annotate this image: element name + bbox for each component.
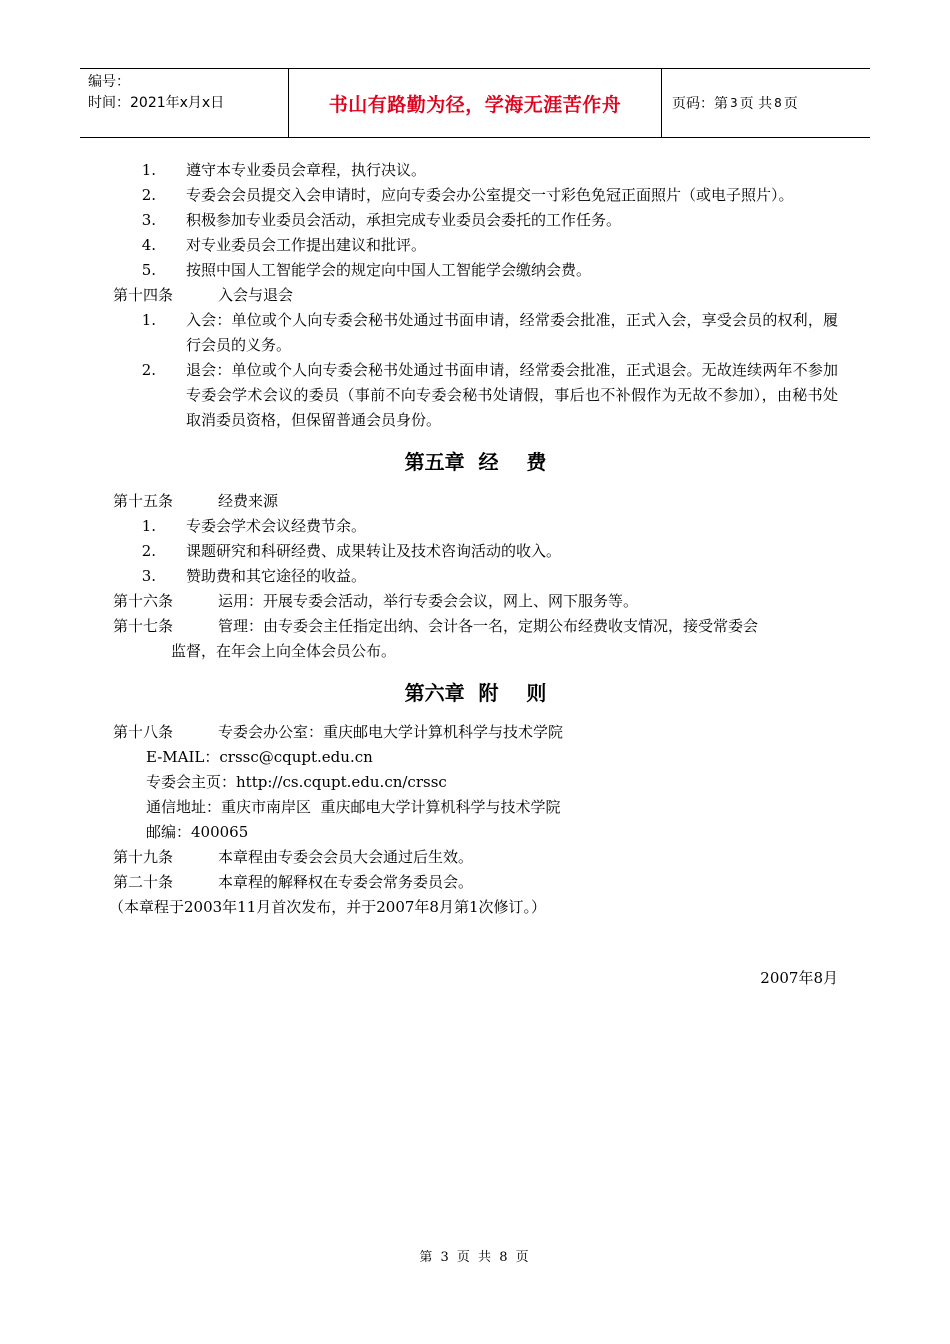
article-text: 运用：开展专委会活动，举行专委会会议，网上、网下服务等。 xyxy=(218,592,639,610)
list-number: 3. xyxy=(141,567,156,585)
article-title: 入会与退会 xyxy=(218,286,294,304)
article-title: 经费来源 xyxy=(218,492,279,510)
homepage-line: 专委会主页：http://cs.cqupt.edu.cn/crssc xyxy=(146,773,447,791)
page-current: 3 xyxy=(730,96,738,110)
article-text: 本章程由专委会会员大会通过后生效。 xyxy=(218,848,474,866)
article-label: 第十七条 xyxy=(113,617,174,635)
list-number: 4. xyxy=(141,236,156,254)
list-item xyxy=(113,514,838,539)
page-mid: 页 共 xyxy=(739,96,773,112)
article-18 xyxy=(113,720,838,745)
list-item xyxy=(113,564,838,589)
membership-list xyxy=(113,308,838,433)
list-text: 积极参加专业委员会活动，承担完成专业委员会委托的工作任务。 xyxy=(186,211,622,229)
article-17 xyxy=(113,614,838,639)
list-item xyxy=(113,539,838,564)
chapter-5-heading: 第五章 经 费 xyxy=(404,450,547,474)
list-text: 赞助费和其它途径的收益。 xyxy=(186,567,367,585)
list-item xyxy=(113,208,838,233)
page-total: 8 xyxy=(774,96,782,110)
list-text: 对专业委员会工作提出建议和批评。 xyxy=(186,236,427,254)
article-19 xyxy=(113,845,838,870)
number-label: 编号： xyxy=(88,74,130,90)
page-suffix: 页 xyxy=(783,96,798,112)
article-20 xyxy=(113,870,838,895)
article-text: 本章程的解释权在专委会常务委员会。 xyxy=(218,873,474,891)
article-label: 第十八条 xyxy=(113,723,174,741)
list-item xyxy=(113,358,838,433)
article-label: 第十六条 xyxy=(113,592,174,610)
list-number: 2. xyxy=(141,361,156,379)
list-item xyxy=(113,308,838,358)
funding-list xyxy=(113,514,838,589)
article-17-continued: 监督，在年会上向全体会员公布。 xyxy=(171,642,397,660)
list-number: 2. xyxy=(141,542,156,560)
list-number: 2. xyxy=(141,186,156,204)
list-text: 按照中国人工智能学会的规定向中国人工智能学会缴纳会费。 xyxy=(186,261,592,279)
revision-note: （本章程于2003年11月首次发布，并于2007年8月第1次修订。） xyxy=(109,898,547,916)
article-label: 第十四条 xyxy=(113,286,174,304)
page-footer: 第 3 页 共 8 页 xyxy=(419,1250,531,1265)
article-label: 第十五条 xyxy=(113,492,174,510)
list-number: 1. xyxy=(141,517,156,535)
list-text: 专委会学术会议经费节余。 xyxy=(186,517,367,535)
list-item xyxy=(113,183,838,208)
list-number: 5. xyxy=(141,261,156,279)
header-motto: 书山有路勤为径，学海无涯苦作舟 xyxy=(288,69,662,137)
article-15 xyxy=(113,489,838,514)
list-text: 退会：单位或个人向专委会秘书处通过书面申请，经常委会批准，正式退会。无故连续两年不参加专委会学术会议的委员（事前不向专委会秘书处请假，事后也不补假作为无故不参加），由秘书处取消委员资格，但保留普通会员身份。 xyxy=(186,361,838,429)
article-16 xyxy=(113,589,838,614)
header-page-info xyxy=(662,69,870,137)
page-prefix: 页码：第 xyxy=(672,96,728,112)
article-text: 管理：由专委会主任指定出纳、会计各一名，定期公布经费收支情况，接受常委会 xyxy=(218,617,759,635)
postcode-line: 邮编：400065 xyxy=(146,823,249,841)
list-item xyxy=(113,158,838,183)
article-label: 第二十条 xyxy=(113,873,174,891)
address-line: 通信地址：重庆市南岸区 重庆邮电大学计算机科学与技术学院 xyxy=(146,798,561,816)
list-number: 1. xyxy=(141,311,156,329)
chapter-6-heading: 第六章 附 则 xyxy=(404,681,547,705)
article-14 xyxy=(113,283,838,308)
article-text: 专委会办公室：重庆邮电大学计算机科学与技术学院 xyxy=(218,723,564,741)
time-label: 时间：2021年x月x日 xyxy=(88,95,225,111)
list-text: 入会：单位或个人向专委会秘书处通过书面申请，经常委会批准，正式入会，享受会员的权利，履行会员的义务。 xyxy=(186,311,838,354)
list-item xyxy=(113,258,838,283)
page-header xyxy=(80,68,870,138)
article-label: 第十九条 xyxy=(113,848,174,866)
member-duties-list xyxy=(113,158,838,283)
list-text: 遵守本专业委员会章程，执行决议。 xyxy=(186,161,427,179)
document-date: 2007年8月 xyxy=(760,969,838,987)
list-number: 3. xyxy=(141,211,156,229)
document-body xyxy=(109,158,838,991)
list-text: 课题研究和科研经费、成果转让及技术咨询活动的收入。 xyxy=(186,542,562,560)
list-number: 1. xyxy=(141,161,156,179)
list-item xyxy=(113,233,838,258)
list-text: 专委会会员提交入会申请时，应向专委会办公室提交一寸彩色免冠正面照片（或电子照片）。 xyxy=(186,186,794,204)
email-line: E-MAIL：crssc@cqupt.edu.cn xyxy=(146,748,373,766)
header-meta xyxy=(80,69,288,137)
